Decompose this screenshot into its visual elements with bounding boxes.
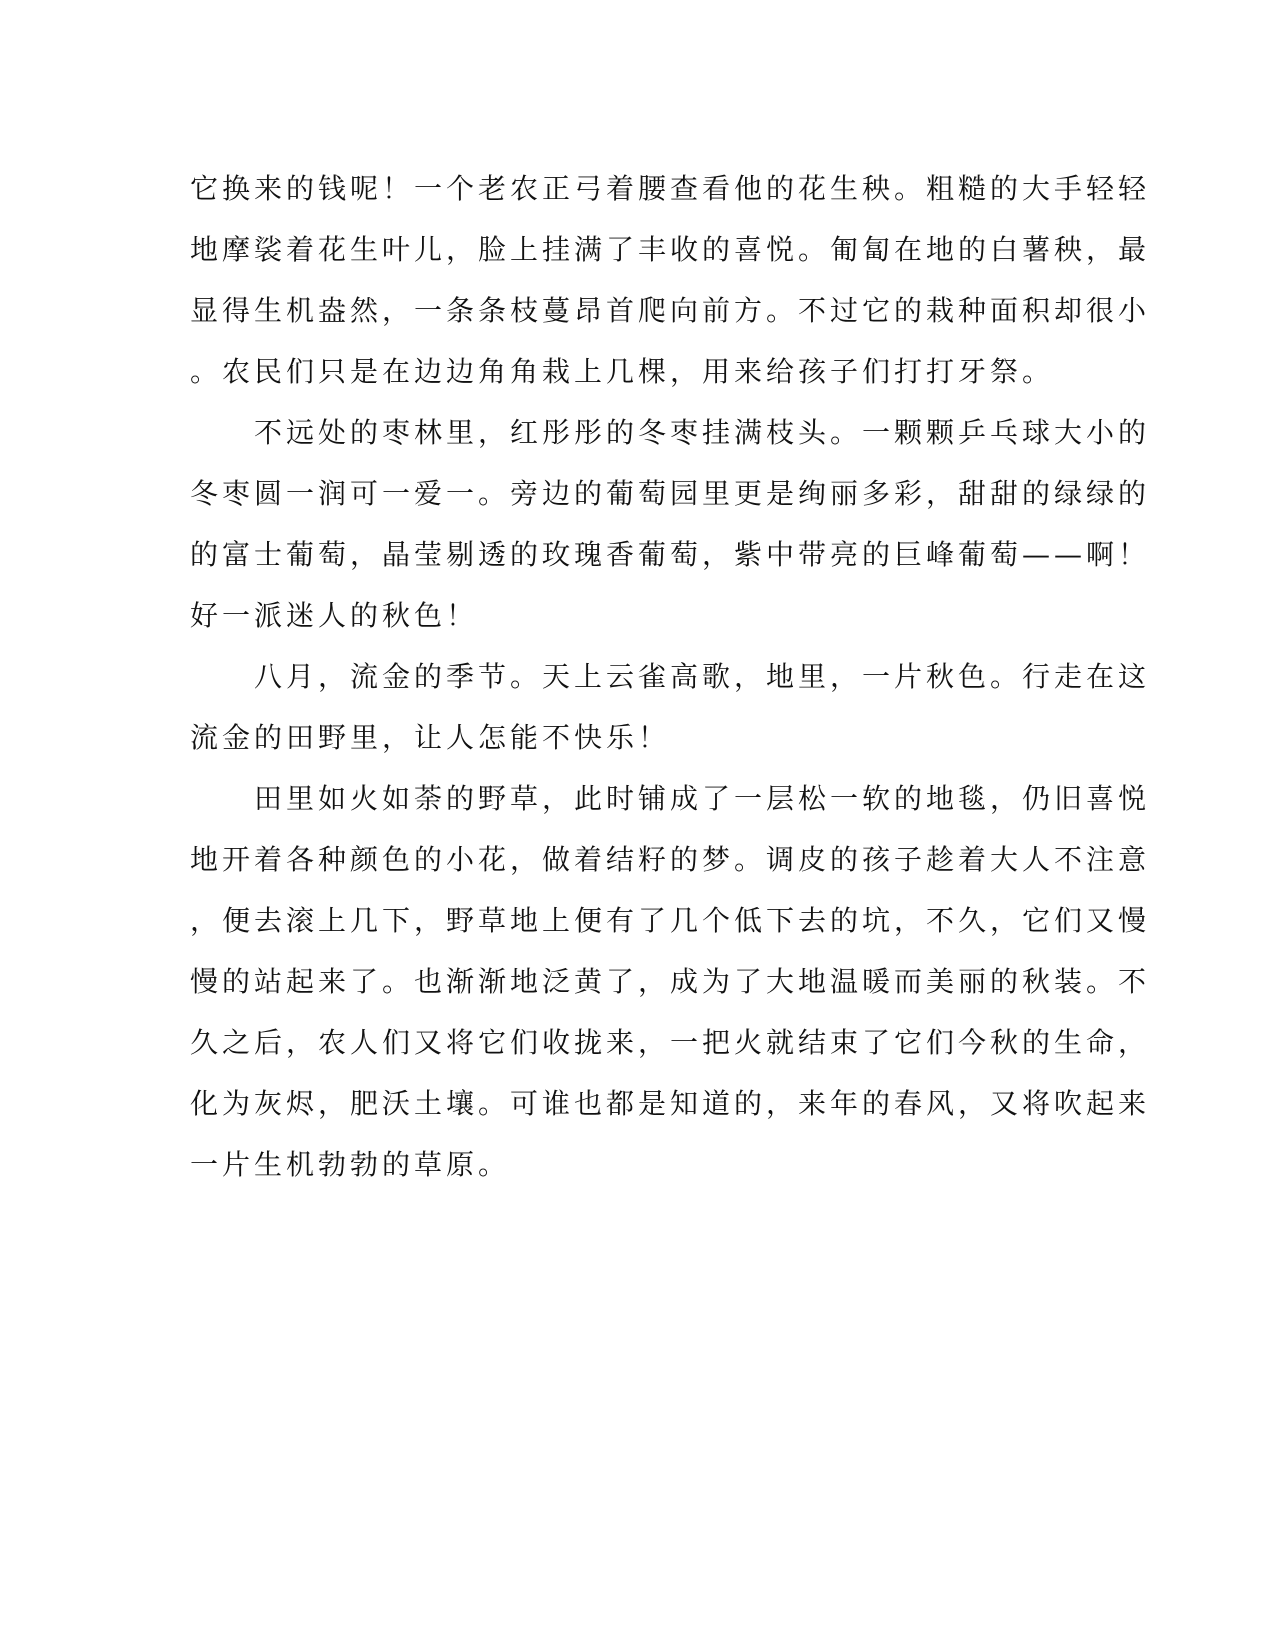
text-line: 慢的站起来了。也渐渐地泛黄了，成为了大地温暖而美丽的秋装。不 bbox=[190, 965, 1151, 998]
text-line: 一片生机勃勃的草原。 bbox=[190, 1148, 511, 1181]
text-line: 久之后，农人们又将它们收拢来，一把火就结束了它们今秋的生命， bbox=[190, 1026, 1151, 1059]
text-line: 显得生机盎然，一条条枝蔓昂首爬向前方。不过它的栽种面积却很小 bbox=[190, 294, 1151, 327]
text-line: 地摩裟着花生叶儿，脸上挂满了丰收的喜悦。匍匐在地的白薯秧，最 bbox=[190, 233, 1151, 266]
text-line: 八月，流金的季节。天上云雀高歌，地里，一片秋色。行走在这 bbox=[190, 660, 1151, 693]
text-line: 不远处的枣林里，红彤彤的冬枣挂满枝头。一颗颗乒乓球大小的 bbox=[190, 416, 1151, 449]
text-line: 好一派迷人的秋色！ bbox=[190, 599, 479, 632]
text-line: 地开着各种颜色的小花，做着结籽的梦。调皮的孩子趁着大人不注意 bbox=[190, 843, 1151, 876]
text-line: 田里如火如荼的野草，此时铺成了一层松一软的地毯，仍旧喜悦 bbox=[190, 782, 1151, 815]
text-line: 冬枣圆一润可一爱一。旁边的葡萄园里更是绚丽多彩，甜甜的绿绿的 bbox=[190, 477, 1151, 510]
text-line: 的富士葡萄，晶莹剔透的玫瑰香葡萄，紫中带亮的巨峰葡萄——啊！ bbox=[190, 538, 1151, 571]
text-line: 。农民们只是在边边角角栽上几棵，用来给孩子们打打牙祭。 bbox=[190, 355, 1055, 388]
text-line: 流金的田野里，让人怎能不快乐！ bbox=[190, 721, 671, 754]
article-body bbox=[190, 158, 1151, 1195]
text-line: ，便去滚上几下，野草地上便有了几个低下去的坑，不久，它们又慢 bbox=[190, 904, 1151, 937]
text-line: 它换来的钱呢！一个老农正弓着腰查看他的花生秧。粗糙的大手轻轻 bbox=[190, 172, 1151, 205]
text-line: 化为灰烬，肥沃土壤。可谁也都是知道的，来年的春风，又将吹起来 bbox=[190, 1087, 1151, 1120]
